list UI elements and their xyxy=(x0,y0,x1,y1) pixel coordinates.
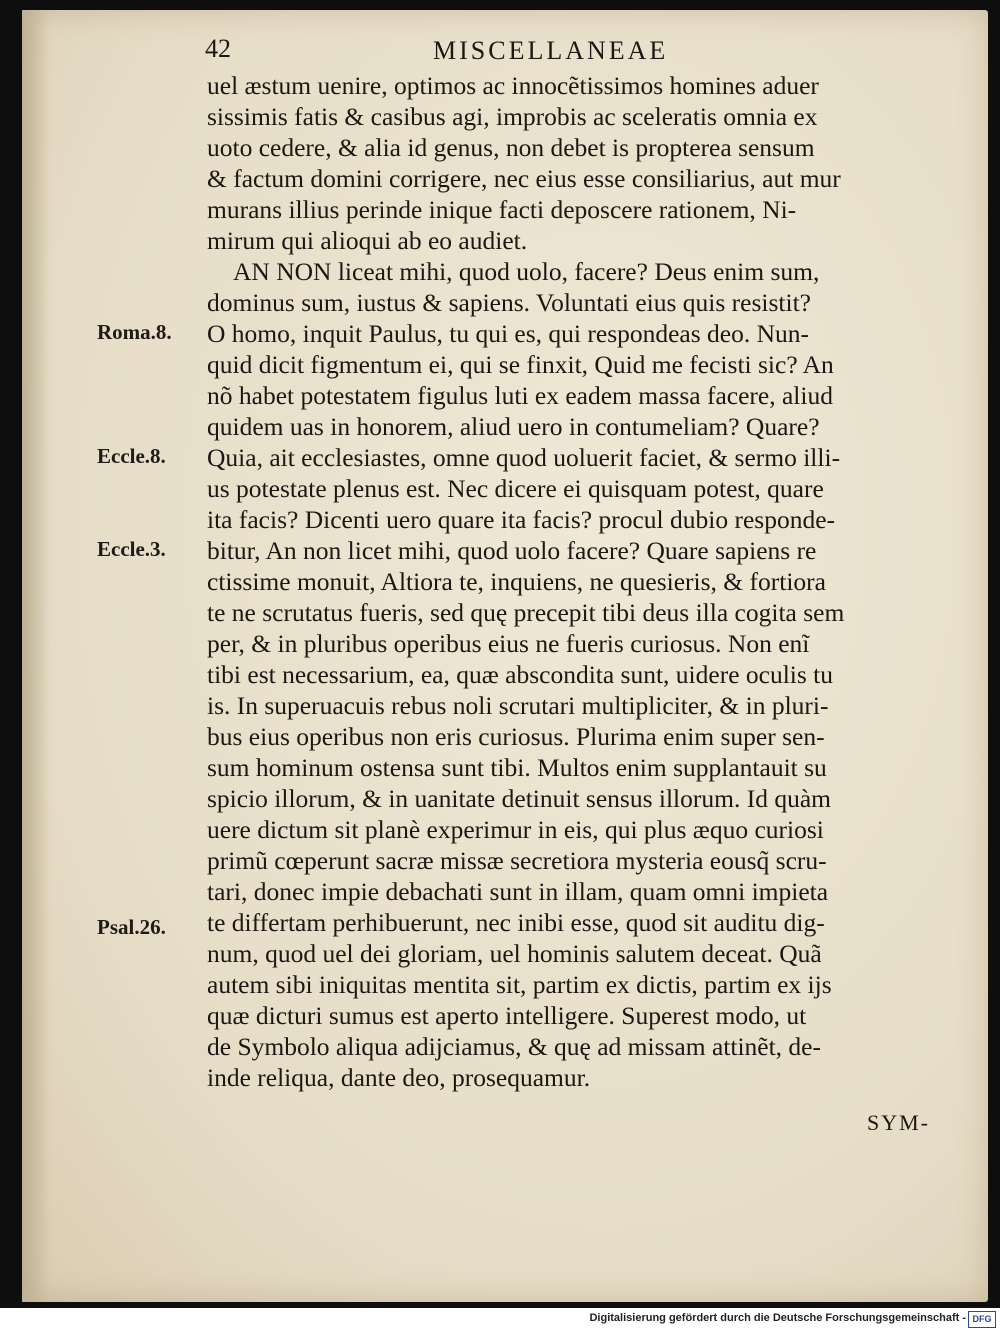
text-line: uel æstum uenire, optimos ac innocẽtissimos homines aduer xyxy=(207,71,819,100)
footer-bar xyxy=(0,1308,1000,1331)
margin-note-eccle-8: Eccle.8. xyxy=(97,444,166,468)
text-line: murans illius perinde inique facti deposcere rationem, Ni- xyxy=(207,195,797,224)
text-line: nõ habet potestatem figulus luti ex eadem massa facere, aliud xyxy=(207,381,833,410)
margin-note-psal: Psal.26. xyxy=(97,915,166,939)
text-line: quæ dicturi sumus est aperto intelligere. Superest modo, ut xyxy=(207,1001,807,1030)
page-gutter-shadow xyxy=(22,10,50,1302)
text-line: sissimis fatis & casibus agi, improbis ac sceleratis omnia ex xyxy=(207,102,818,131)
running-head: MISCELLANEAE xyxy=(433,36,669,65)
body-text xyxy=(207,70,937,1093)
text-line: dominus sum, iustus & sapiens. Voluntati eius quis resistit? xyxy=(207,288,811,317)
text-line: uoto cedere, & alia id genus, non debet is propterea sensum xyxy=(207,133,815,162)
text-line: bus eius operibus non eris curiosus. Plurima enim super sen- xyxy=(207,722,825,751)
text-line: mirum qui alioqui ab eo audiet. xyxy=(207,226,528,255)
text-line: tibi est necessarium, ea, quæ abscondita sunt, uidere oculis tu xyxy=(207,660,834,689)
text-line: O homo, inquit Paulus, tu qui es, qui respondeas deo. Nun- xyxy=(207,319,810,348)
page-number: 42 xyxy=(205,34,231,63)
margin-note-roma: Roma.8. xyxy=(97,320,172,344)
text-line: is. In superuacuis rebus noli scrutari multipliciter, & in pluri- xyxy=(207,691,829,720)
text-line-paragraph-start: AN NON liceat mihi, quod uolo, facere? Deus enim sum, xyxy=(233,257,820,286)
text-line: us potestate plenus est. Nec dicere ei quisquam potest, quare xyxy=(207,474,824,503)
text-line: quid dicit figmentum ei, qui se finxit, Quid me fecisti sic? An xyxy=(207,350,834,379)
text-line: per, & in pluribus operibus eius ne fueris curiosus. Non enĩ xyxy=(207,629,810,658)
text-line: uere dictum sit planè experimur in eis, qui plus æquo curiosi xyxy=(207,815,824,844)
text-line: te ne scrutatus fueris, sed quę precepit tibi deus illa cogita sem xyxy=(207,598,845,627)
text-line: spicio illorum, & in uanitate detinuit sensus illorum. Id quàm xyxy=(207,784,831,813)
text-line: bitur, An non licet mihi, quod uolo facere? Quare sapiens re xyxy=(207,536,817,565)
catchword: SYM- xyxy=(866,1110,930,1135)
text-line: & factum domini corrigere, nec eius esse consiliarius, aut mur xyxy=(207,164,841,193)
dfg-logo-icon: DFG xyxy=(968,1311,996,1328)
text-line: ita facis? Dicenti uero quare ita facis? procul dubio responde- xyxy=(207,505,836,534)
text-line: sum hominum ostensa sunt tibi. Multos enim supplantauit su xyxy=(207,753,827,782)
text-line: ctissime monuit, Altiora te, inquiens, ne quesieris, & fortiora xyxy=(207,567,826,596)
page-header xyxy=(205,34,945,74)
text-line: tari, donec impie debachati sunt in illam, quam omni impieta xyxy=(207,877,829,906)
funding-credit: Digitalisierung gefördert durch die Deutsche Forschungsgemeinschaft - xyxy=(589,1312,966,1324)
margin-note-eccle-3: Eccle.3. xyxy=(97,537,166,561)
text-line: primũ cœperunt sacræ missæ secretiora mysteria eousq̃ scru- xyxy=(207,846,827,875)
text-line: de Symbolo aliqua adijciamus, & quę ad missam attinẽt, de- xyxy=(207,1032,821,1061)
text-line: te differtam perhibuerunt, nec inibi esse, quod sit auditu dig- xyxy=(207,908,825,937)
text-line: autem sibi iniquitas mentita sit, partim ex dictis, partim ex ijs xyxy=(207,970,832,999)
text-line: quidem uas in honorem, aliud uero in contumeliam? Quare? xyxy=(207,412,820,441)
text-line: Quia, ait ecclesiastes, omne quod uoluerit faciet, & sermo illi- xyxy=(207,443,841,472)
text-line: num, quod uel dei gloriam, uel hominis salutem deceat. Quã xyxy=(207,939,822,968)
text-line: inde reliqua, dante deo, prosequamur. xyxy=(207,1063,591,1092)
